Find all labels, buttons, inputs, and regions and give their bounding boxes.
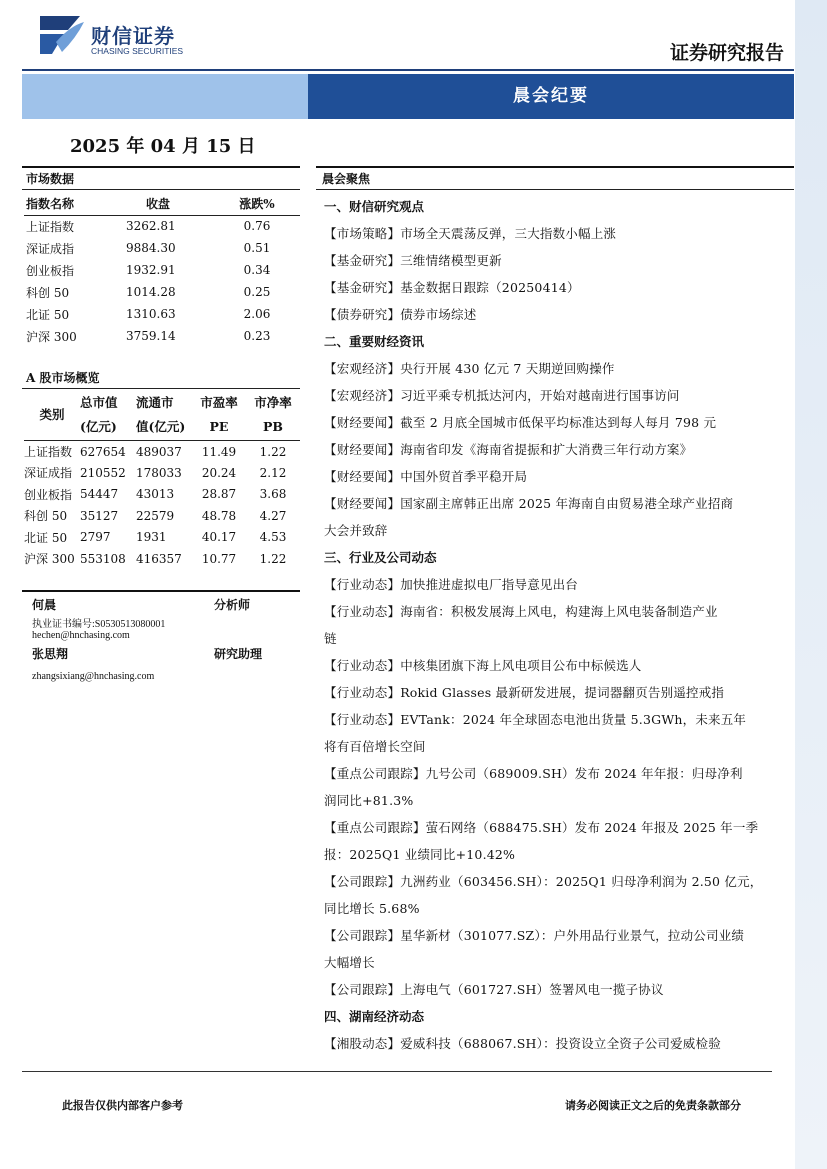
- change-pct: 0.76: [243, 219, 271, 234]
- table-header-row: [24, 193, 300, 215]
- focus-title: 晨会聚焦: [322, 172, 371, 186]
- news-item[interactable]: 【行业动态】海南省：积极发展海上风电，构建海上风电装备制造产业: [324, 604, 718, 619]
- total-cap: 210552: [80, 465, 126, 480]
- news-item[interactable]: 【财经要闻】中国外贸首季平稳开局: [324, 469, 528, 484]
- news-item-continuation: 大幅增长: [324, 955, 375, 970]
- column-header: 涨跌%: [239, 197, 275, 212]
- table-header-row: [24, 390, 300, 441]
- category: 沪深 300: [24, 552, 75, 567]
- brand-name-cn: 财信证券: [91, 24, 175, 48]
- news-item[interactable]: 【公司跟踪】上海电气（601727.SH）签署风电一揽子协议: [324, 982, 664, 997]
- assistant-name: 张思翔: [32, 647, 69, 661]
- focus-head-rule: [316, 189, 794, 190]
- column-header: 收盘: [146, 197, 171, 212]
- float-cap: 43013: [136, 487, 175, 502]
- brand-name-en: CHASING SECURITIES: [91, 46, 184, 56]
- total-cap: 627654: [80, 444, 126, 459]
- pe: 48.78: [201, 508, 237, 523]
- total-cap: 553108: [80, 551, 126, 566]
- table-row: [24, 215, 300, 237]
- section-heading: 二、重要财经资讯: [324, 334, 425, 349]
- change-pct: 0.51: [243, 241, 271, 255]
- analyst-cert: 执业证书编号:S0530513080001: [32, 619, 166, 630]
- news-item[interactable]: 【市场策略】市场全天震荡反弹，三大指数小幅上涨: [324, 226, 617, 241]
- index-name: 北证 50: [26, 307, 70, 322]
- column-header: [80, 390, 136, 441]
- pb: 2.12: [259, 465, 287, 480]
- index-name: 创业板指: [26, 263, 75, 278]
- news-item-continuation: 同比增长 5.68%: [324, 901, 420, 916]
- column-header-line: PB: [263, 419, 283, 434]
- change-pct: 0.25: [243, 285, 271, 299]
- analyst-name: 何晨: [32, 598, 57, 612]
- table-row: [24, 237, 300, 259]
- news-item-continuation: 大会并致辞: [324, 523, 388, 538]
- column-header-line: PE: [209, 419, 229, 434]
- section-heading: 一、财信研究观点: [324, 199, 425, 214]
- column-header-line: 流通市: [136, 395, 174, 410]
- a-share-top-rule: [22, 388, 300, 389]
- column-header-line: 总市值: [80, 395, 118, 410]
- news-item-continuation: 将有百倍增长空间: [324, 739, 426, 754]
- column-header-line: (亿元): [80, 419, 117, 434]
- brand-logo: [36, 12, 196, 60]
- news-item[interactable]: 【湘股动态】爱威科技（688067.SH）：投资设立全资子公司爱威检验: [324, 1036, 721, 1051]
- news-item[interactable]: 【行业动态】EVTank：2024 年全球固态电池出货量 5.3GWh，未来五年: [324, 712, 747, 727]
- close-value: 1014.28: [126, 285, 176, 299]
- close-value: 1310.63: [126, 307, 176, 321]
- news-item-continuation: 报：2025Q1 业绩同比+10.42%: [324, 847, 516, 862]
- news-item[interactable]: 【财经要闻】国家副主席韩正出席 2025 年海南自由贸易港全球产业招商: [324, 496, 734, 511]
- column-header: [192, 390, 246, 441]
- column-header: [24, 390, 80, 441]
- column-header-line: 值(亿元): [136, 419, 186, 434]
- pe: 28.87: [201, 487, 237, 502]
- pb: 4.27: [259, 508, 287, 523]
- float-cap: 178033: [136, 465, 182, 480]
- close-value: 3759.14: [126, 329, 176, 343]
- column-header: 指数名称: [26, 197, 75, 212]
- table-row: [24, 462, 300, 484]
- market-data-table: [24, 193, 300, 347]
- table-row: [24, 441, 300, 463]
- total-cap: 54447: [80, 487, 119, 502]
- news-item[interactable]: 【重点公司跟踪】九号公司（689009.SH）发布 2024 年年报：归母净利: [324, 766, 743, 781]
- news-item[interactable]: 【基金研究】基金数据日跟踪（20250414）: [324, 280, 580, 295]
- category: 北证 50: [24, 530, 68, 545]
- table-row: [24, 325, 300, 347]
- index-name: 上证指数: [26, 219, 75, 234]
- section-heading: 四、湖南经济动态: [324, 1009, 425, 1024]
- pb: 3.68: [259, 487, 287, 502]
- title-banner: [22, 74, 794, 119]
- category: 创业板指: [24, 487, 73, 502]
- column-header-line: 类别: [39, 407, 65, 422]
- news-item[interactable]: 【财经要闻】海南省印发《海南省提振和扩大消费三年行动方案》: [324, 442, 693, 457]
- news-item[interactable]: 【行业动态】Rokid Glasses 最新研发进展，提词器翻页告别遥控戒指: [324, 685, 725, 700]
- contacts-top-rule: [22, 590, 300, 592]
- table-row: [24, 303, 300, 325]
- news-item[interactable]: 【重点公司跟踪】萤石网络（688475.SH）发布 2024 年报及 2025 年一季: [324, 820, 759, 835]
- close-value: 1932.91: [126, 263, 176, 277]
- column-header-line: 市盈率: [200, 395, 238, 410]
- news-item[interactable]: 【基金研究】三维情绪模型更新: [324, 253, 502, 268]
- footer-rule: [22, 1071, 772, 1072]
- market-data-head-rule: [22, 189, 300, 190]
- close-value: 9884.30: [126, 241, 176, 255]
- footer-disclaimer-right: 请务必阅读正文之后的免责条款部分: [565, 1099, 741, 1112]
- news-item[interactable]: 【债券研究】债券市场综述: [324, 307, 477, 322]
- pe: 40.17: [201, 530, 237, 545]
- table-row: [24, 281, 300, 303]
- news-item-continuation: 润同比+81.3%: [324, 793, 414, 808]
- focus-top-rule: [316, 166, 794, 168]
- section-heading: 三、行业及公司动态: [324, 550, 437, 565]
- market-data-top-rule: [22, 166, 300, 168]
- index-name: 沪深 300: [26, 329, 77, 344]
- pb: 1.22: [259, 444, 287, 459]
- category: 上证指数: [24, 445, 73, 459]
- category: 科创 50: [24, 509, 68, 524]
- change-pct: 2.06: [243, 307, 271, 321]
- analyst-email[interactable]: hechen@hnchasing.com: [32, 630, 130, 641]
- float-cap: 22579: [136, 508, 175, 523]
- news-item[interactable]: 【宏观经济】央行开展 430 亿元 7 天期逆回购操作: [324, 361, 615, 376]
- pe: 20.24: [201, 465, 237, 480]
- report-date: 2025 年 04 月 15 日: [70, 136, 256, 157]
- index-name: 科创 50: [26, 285, 70, 300]
- logo-mark-icon: [36, 12, 86, 58]
- assistant-email[interactable]: zhangsixiang@hnchasing.com: [32, 671, 155, 682]
- news-item[interactable]: 【宏观经济】习近平乘专机抵达河内，开始对越南进行国事访问: [324, 388, 680, 403]
- total-cap: 35127: [80, 508, 119, 523]
- a-share-title: A 股市场概览: [26, 371, 100, 385]
- float-cap: 1931: [136, 530, 167, 545]
- total-cap: 2797: [80, 530, 111, 545]
- float-cap: 416357: [136, 551, 182, 566]
- float-cap: 489037: [136, 444, 182, 459]
- table-row: [24, 527, 300, 549]
- news-item[interactable]: 【财经要闻】截至 2 月底全国城市低保平均标准达到每人每月 798 元: [324, 415, 717, 430]
- news-item[interactable]: 【行业动态】中核集团旗下海上风电项目公布中标候选人: [324, 658, 642, 673]
- category: 深证成指: [24, 466, 73, 481]
- column-header: [246, 390, 300, 441]
- column-header: [136, 390, 192, 441]
- assistant-role: 研究助理: [214, 647, 263, 661]
- index-name: 深证成指: [26, 241, 75, 256]
- news-item[interactable]: 【公司跟踪】九洲药业（603456.SH）：2025Q1 归母净利润为 2.50 亿元，: [324, 874, 763, 889]
- banner-light-block: [22, 74, 308, 119]
- banner-title: 晨会纪要: [513, 86, 589, 106]
- news-item[interactable]: 【公司跟踪】星华新材（301077.SZ）：户外用品行业景气，拉动公司业绩: [324, 928, 745, 943]
- header-rule: [22, 69, 794, 71]
- table-row: [24, 505, 300, 527]
- news-item-continuation: 链: [324, 631, 337, 646]
- market-data-title: 市场数据: [26, 172, 75, 186]
- footer-disclaimer-left: 此报告仅供内部客户参考: [62, 1099, 183, 1112]
- a-share-table: [24, 390, 300, 570]
- news-item[interactable]: 【行业动态】加快推进虚拟电厂指导意见出台: [324, 577, 579, 592]
- pb: 1.22: [259, 551, 287, 566]
- change-pct: 0.34: [243, 263, 271, 277]
- table-row: [24, 484, 300, 506]
- analyst-role: 分析师: [214, 598, 251, 612]
- report-type: 证券研究报告: [669, 42, 784, 64]
- table-row: [24, 259, 300, 281]
- pe: 11.49: [201, 444, 237, 459]
- column-header-line: 市净率: [254, 395, 292, 410]
- table-row: [24, 548, 300, 570]
- side-strip: [795, 0, 827, 1169]
- pe: 10.77: [201, 551, 237, 566]
- close-value: 3262.81: [126, 219, 176, 234]
- pb: 4.53: [259, 530, 287, 545]
- change-pct: 0.23: [243, 329, 271, 343]
